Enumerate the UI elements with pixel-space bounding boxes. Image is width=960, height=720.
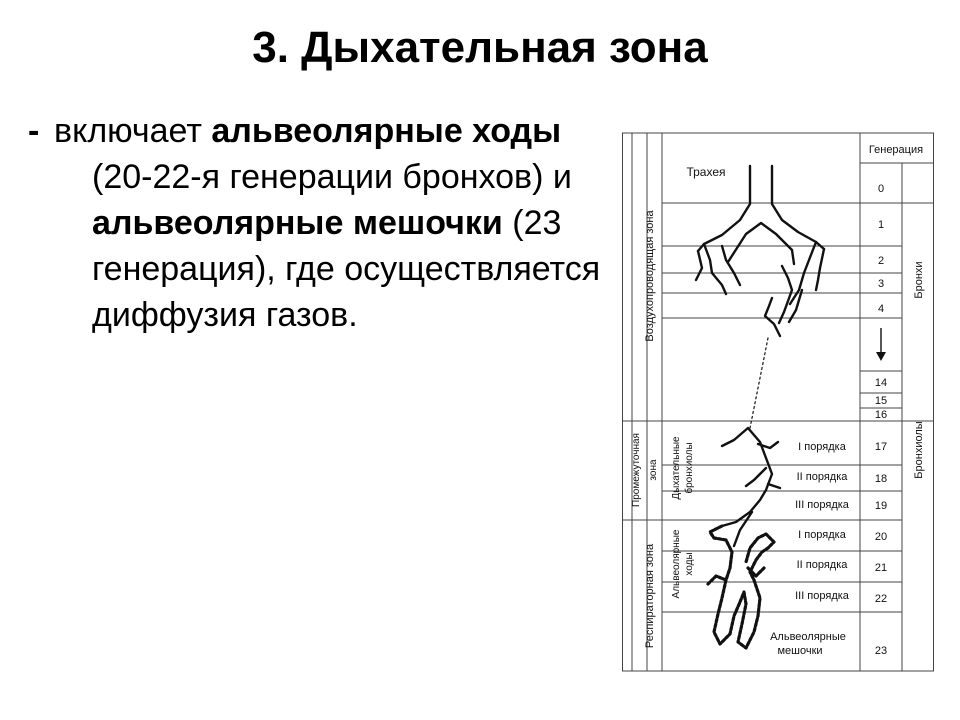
body-paragraph: [54, 108, 608, 338]
term-alveolar-ducts: альвеолярные ходы: [211, 112, 562, 150]
alveolar-duct-outline: [708, 526, 774, 648]
generation-20: 20: [874, 531, 888, 543]
generation-0: 0: [877, 183, 885, 195]
resp-bronchioles-label-2: бронхиолы: [684, 442, 695, 494]
right-bronchi-label: Бронхи: [913, 261, 925, 299]
airway-tree-drawing: [696, 166, 824, 648]
resp-bronchioles-label-1: Дыхательные: [671, 436, 682, 500]
alv-ducts-label-2: ходы: [684, 552, 695, 576]
order-label-18: II порядка: [796, 471, 848, 483]
alv-sacs-label-1: Альвеолярные: [770, 631, 846, 643]
bronchiole-branches: [722, 428, 780, 546]
generation-4: 4: [877, 303, 885, 315]
order-label-21: II порядка: [796, 559, 848, 571]
order-label-17: I порядка: [798, 441, 846, 453]
slide-title: 3. Дыхательная зона: [252, 23, 708, 72]
generation-14: 14: [874, 377, 888, 389]
generation-3: 3: [877, 278, 885, 290]
bullet-dash: -: [28, 112, 40, 150]
term-alveolar-sacs: альвеолярные мешочки: [92, 204, 503, 242]
zone-conducting-label: Воздухопроводящая зона: [644, 210, 656, 342]
text-part-2: (20-22-я генерации бронхов) и: [92, 158, 572, 196]
zone-transitional-label-2: зона: [648, 459, 659, 481]
generation-18: 18: [874, 473, 888, 485]
order-label-19: III порядка: [795, 499, 849, 511]
text-part-3: (23 генерация), где осуществляется диффузия газов.: [92, 204, 601, 334]
label-trachea: Трахея: [686, 165, 726, 179]
order-label-20: I порядка: [798, 529, 846, 541]
main-bronchi-inner: [728, 223, 794, 264]
order-label-22: III порядка: [795, 590, 849, 602]
generation-2: 2: [877, 255, 885, 267]
zone-transitional-label-1: Промежуточная: [631, 433, 642, 507]
dashed-connector: [750, 338, 768, 428]
generation-22: 22: [874, 593, 888, 605]
alv-sacs-label-2: мешочки: [777, 645, 823, 657]
airway-generations-figure: [622, 128, 936, 676]
text-part-1: включает: [54, 112, 212, 150]
generation-15: 15: [874, 395, 888, 407]
down-arrow-icon: [876, 328, 886, 361]
zone-respiratory-label: Респираторная зона: [644, 543, 656, 649]
right-bronchi-branches: [765, 242, 824, 336]
right-bronchioles-label: Бронхиолы: [913, 421, 925, 479]
generation-17: 17: [874, 441, 888, 453]
generation-16: 16: [874, 409, 888, 421]
alv-ducts-label-1: Альвеолярные: [671, 529, 682, 599]
generation-19: 19: [874, 500, 888, 512]
header-generation: Генерация: [868, 144, 924, 156]
generation-23: 23: [874, 645, 888, 657]
generation-21: 21: [874, 562, 888, 574]
slide-body: [28, 108, 608, 338]
generation-1: 1: [877, 219, 885, 231]
